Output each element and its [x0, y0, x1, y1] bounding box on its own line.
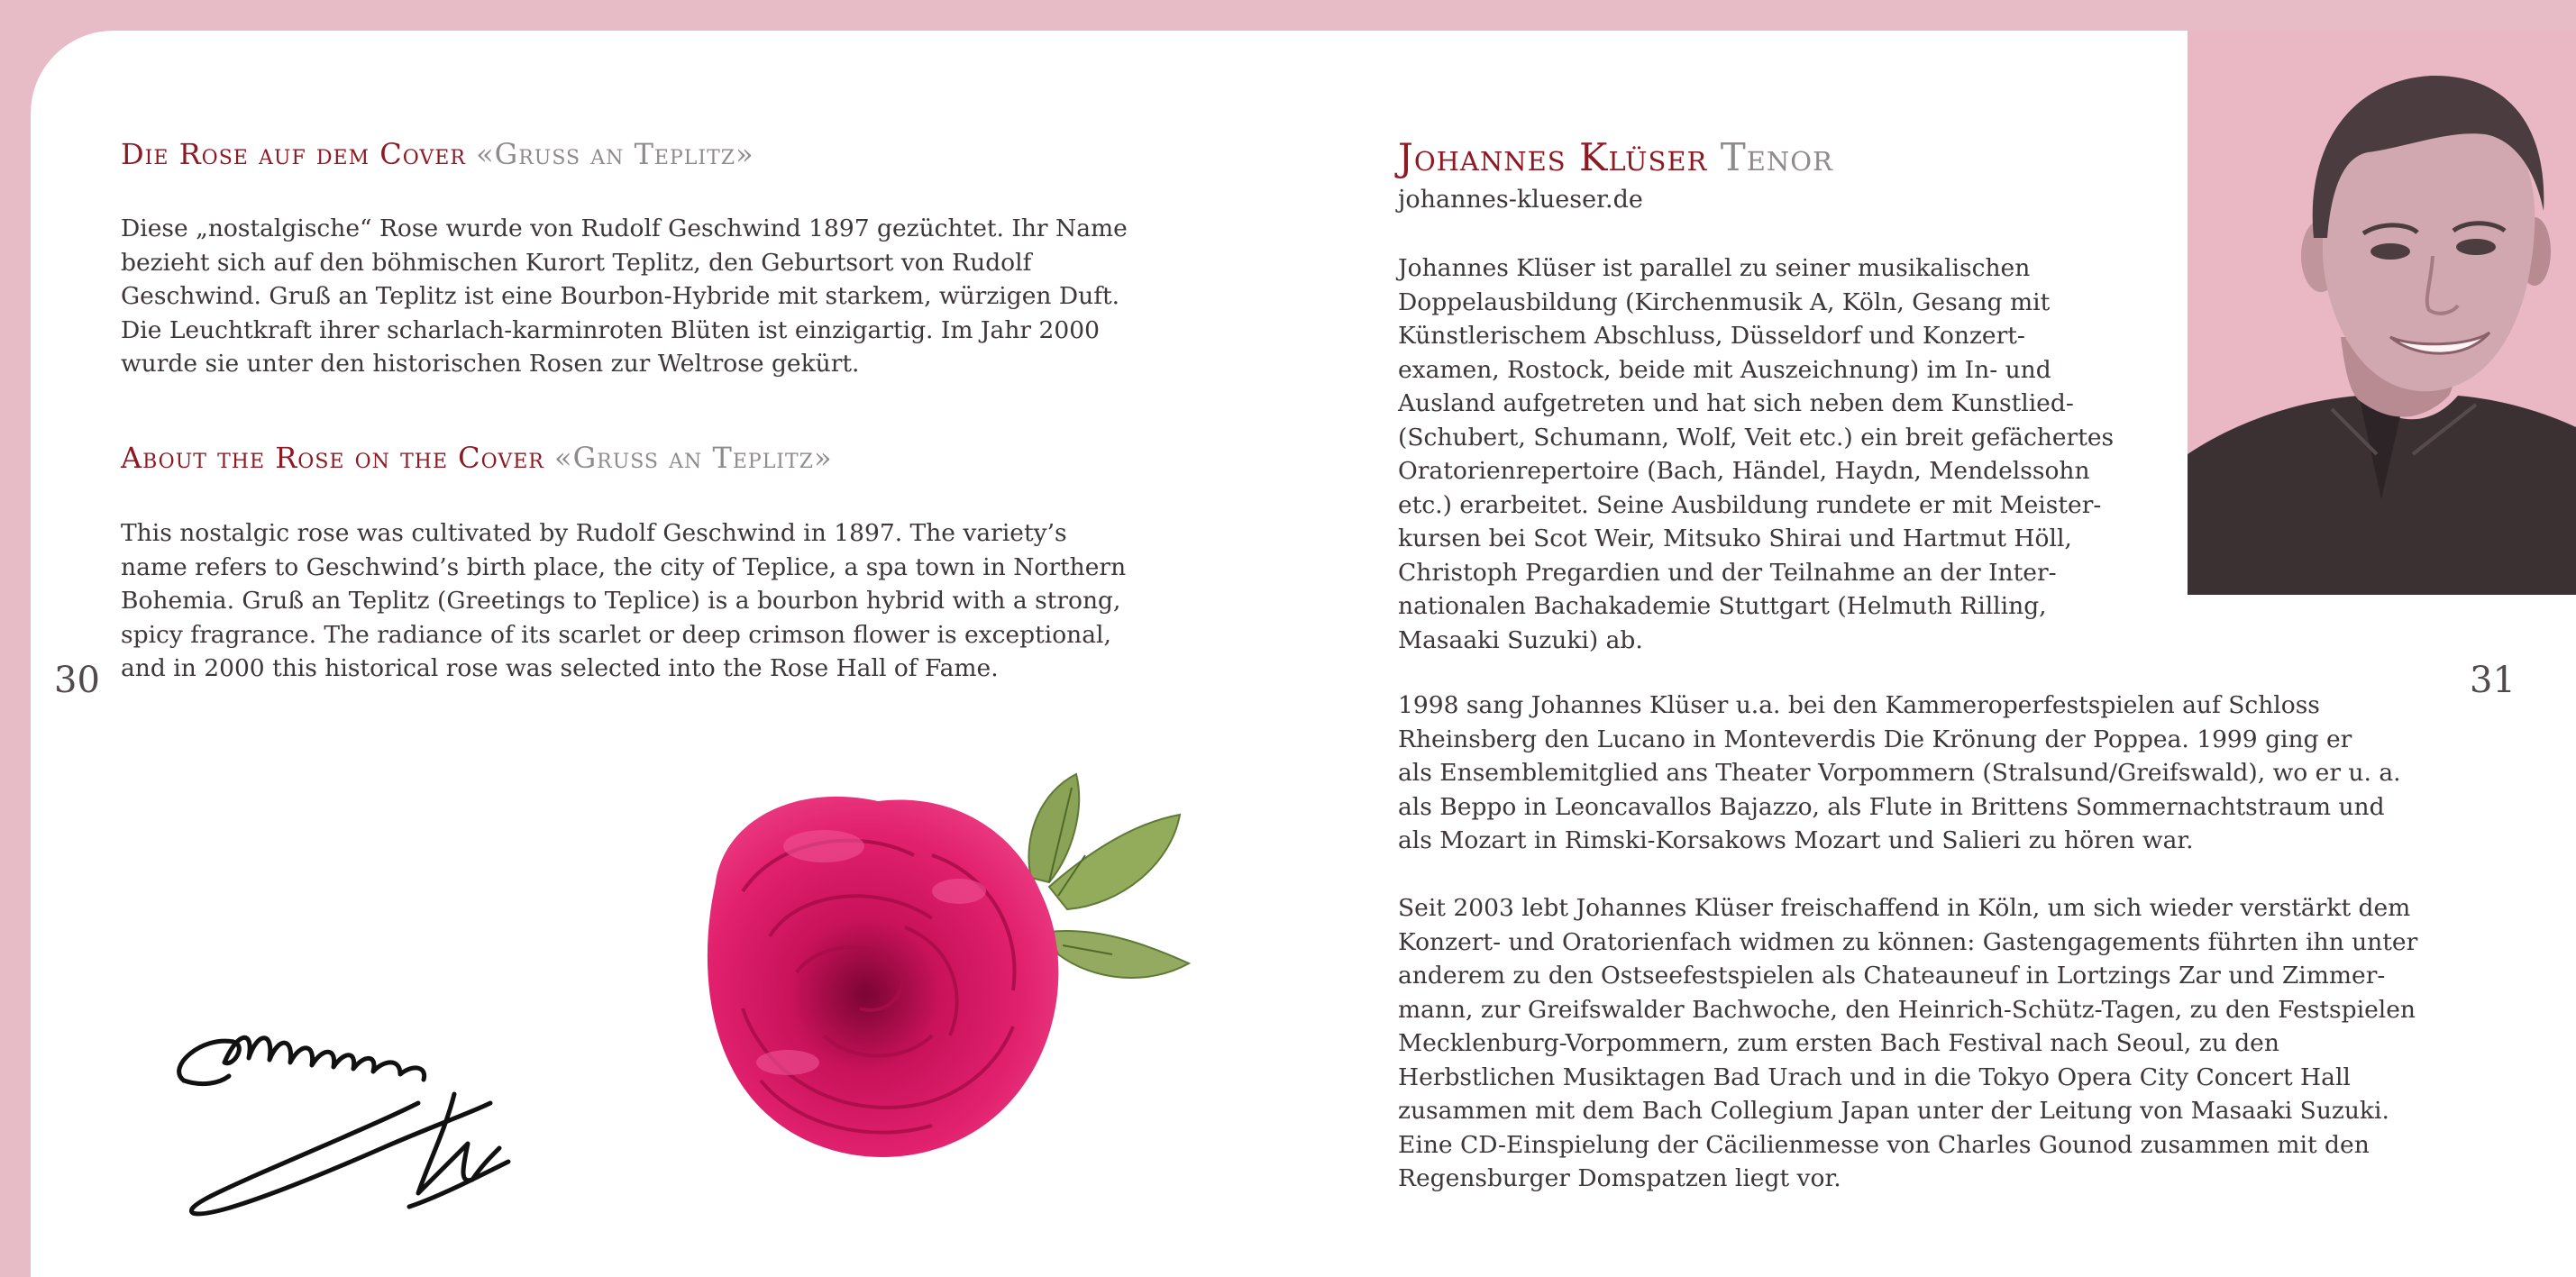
german-section-title: [121, 137, 754, 171]
text-line: Seit 2003 lebt Johannes Klüser freischaffend in Köln, um sich wieder verstärkt dem: [1398, 894, 2411, 922]
german-title-sub: «Gruss an Teplitz»: [476, 137, 754, 171]
text-line: (Schubert, Schumann, Wolf, Veit etc.) ein breit gefächertes: [1398, 423, 2115, 452]
text-line: Eine CD-Einspielung der Cäcilienmesse von Charles Gounod zusammen mit den: [1398, 1130, 2370, 1159]
english-paragraph: [121, 516, 1211, 686]
text-line: etc.) erarbeitet. Seine Ausbildung rundete er mit Meister-: [1398, 490, 2102, 519]
text-line: Mecklenburg-Vorpommern, zum ersten Bach Festival nach Seoul, zu den: [1398, 1029, 2279, 1057]
text-line: Geschwind. Gruß an Teplitz ist eine Bourbon-Hybride mit starkem, würzigen Duft.: [121, 282, 1120, 310]
text-line: als Beppo in Leoncavallos Bajazzo, als Flute in Brittens Sommernachtstraum und: [1398, 792, 2385, 821]
text-line: als Mozart in Rimski-Korsakows Mozart und Salieri zu hören war.: [1398, 826, 2194, 854]
text-line: Doppelausbildung (Kirchenmusik A, Köln, Gesang mit: [1398, 287, 2051, 316]
biography-paragraph-3: [1398, 891, 2489, 1196]
text-line: kursen bei Scot Weir, Mitsuko Shirai und Hartmut Höll,: [1398, 524, 2072, 552]
text-line: Konzert- und Oratorienfach widmen zu können: Gastengagements führten ihn unter: [1398, 927, 2418, 956]
text-line: Ausland aufgetreten und hat sich neben dem Kunstlied-: [1398, 389, 2074, 417]
english-title-sub: «Gruss an Teplitz»: [554, 441, 833, 475]
text-line: name refers to Geschwind’s birth place, the city of Teplice, a spa town in Northern: [121, 552, 1127, 581]
german-title-main: Die Rose auf dem Cover: [121, 137, 466, 171]
text-line: This nostalgic rose was cultivated by Rudolf Geschwind in 1897. The variety’s: [121, 519, 1067, 547]
portrait-photo-icon: [2188, 31, 2576, 595]
text-line: nationalen Bachakademie Stuttgart (Helmuth Rilling,: [1398, 592, 2047, 620]
text-line: 1998 sang Johannes Klüser u.a. bei den Kammeroperfestspielen auf Schloss: [1398, 691, 2320, 719]
text-line: wurde sie unter den historischen Rosen zur Weltrose gekürt.: [121, 350, 860, 378]
text-line: als Ensemblemitglied ans Theater Vorpommern (Stralsund/Greifswald), wo er u. a.: [1398, 759, 2401, 787]
page-number-left: 30: [54, 660, 100, 701]
text-line: and in 2000 this historical rose was selected into the Rose Hall of Fame.: [121, 654, 999, 682]
page-number-right: 31: [2470, 660, 2516, 701]
text-line: Johannes Klüser ist parallel zu seiner musikalischen: [1398, 254, 2031, 282]
rose-icon: [662, 738, 1238, 1219]
booklet-spread: [31, 31, 2576, 1277]
signature-icon: [148, 986, 571, 1242]
english-section-title: [121, 441, 833, 475]
text-line: Künstlerischem Abschluss, Düsseldorf und Konzert-: [1398, 322, 2025, 350]
artist-website-link[interactable]: johannes-klueser.de: [1398, 186, 1643, 214]
artist-name-heading: [1398, 135, 1833, 179]
text-line: bezieht sich auf den böhmischen Kurort Teplitz, den Geburtsort von Rudolf: [121, 248, 1032, 277]
text-line: examen, Rostock, beide mit Auszeichnung) im In- und: [1398, 355, 2051, 384]
text-line: Bohemia. Gruß an Teplitz (Greetings to Teplice) is a bourbon hybrid with a strong,: [121, 587, 1121, 615]
text-line: Masaaki Suzuki) ab.: [1398, 625, 1643, 654]
english-title-main: About the Rose on the Cover: [121, 441, 544, 475]
text-line: Die Leuchtkraft ihrer scharlach-karminroten Blüten ist einzigartig. Im Jahr 2000: [121, 315, 1100, 344]
text-line: Diese „nostalgische“ Rose wurde von Rudolf Geschwind 1897 gezüchtet. Ihr Name: [121, 214, 1128, 242]
text-line: Regensburger Domspatzen liegt vor.: [1398, 1164, 1841, 1192]
text-line: Herbstlichen Musiktagen Bad Urach und in die Tokyo Opera City Concert Hall: [1398, 1063, 2351, 1091]
text-line: zusammen mit dem Bach Collegium Japan unter der Leitung von Masaaki Suzuki.: [1398, 1097, 2389, 1125]
artist-name: Johannes Klüser: [1398, 135, 1708, 179]
text-line: Christoph Pregardien und der Teilnahme an der Inter-: [1398, 558, 2057, 587]
text-line: Rheinsberg den Lucano in Monteverdis Die Krönung der Poppea. 1999 ging er: [1398, 725, 2352, 753]
german-paragraph: [121, 212, 1211, 381]
text-line: spicy fragrance. The radiance of its scarlet or deep crimson flower is exceptional,: [121, 620, 1111, 649]
biography-paragraph-2: [1398, 689, 2489, 858]
text-line: Oratorienrepertoire (Bach, Händel, Haydn, Mendelssohn: [1398, 457, 2090, 485]
text-line: mann, zur Greifswalder Bachwoche, den Heinrich-Schütz-Tagen, zu den Festspielen: [1398, 995, 2416, 1024]
artist-voice: Tenor: [1720, 135, 1833, 179]
text-line: anderem zu den Ostseefestspielen als Chateauneuf in Lortzings Zar und Zimmer-: [1398, 962, 2386, 990]
